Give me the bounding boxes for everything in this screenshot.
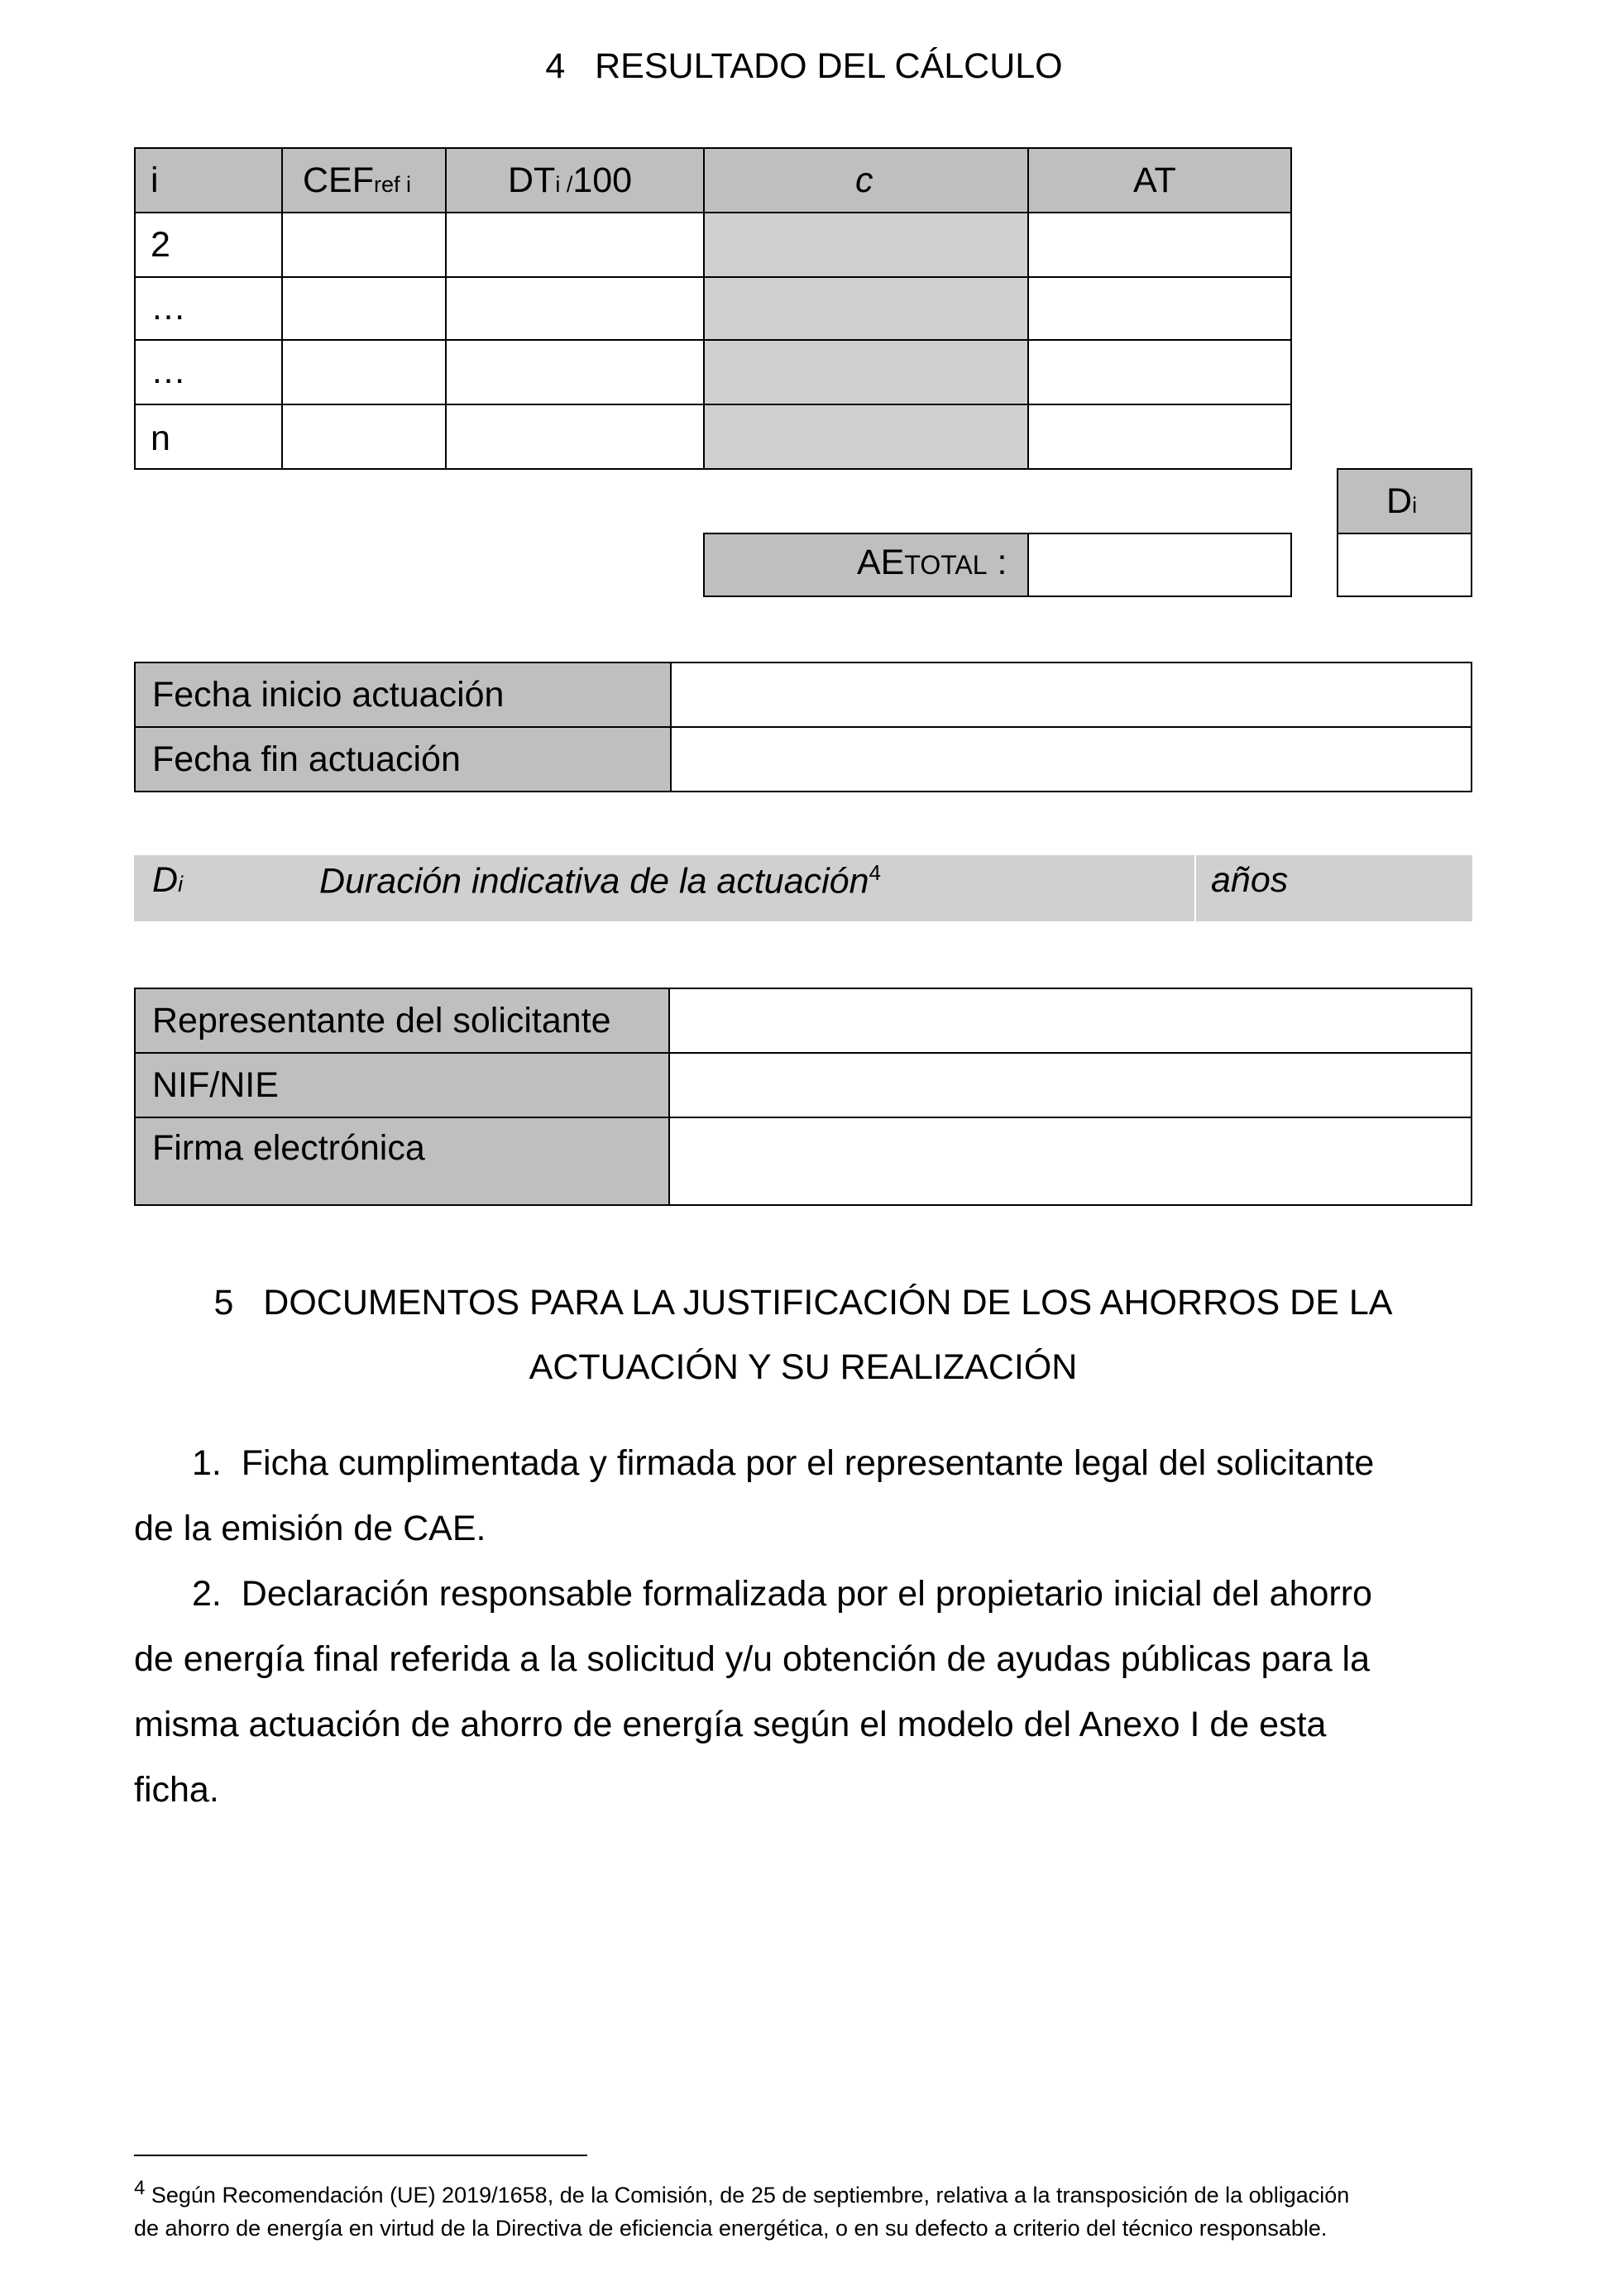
dt-cell[interactable] bbox=[445, 339, 705, 405]
date-end-label: Fecha fin actuación bbox=[152, 739, 461, 779]
footnote-mark: 4 bbox=[134, 2177, 146, 2199]
row-index: n bbox=[151, 419, 170, 458]
list-item bbox=[134, 1431, 1474, 1562]
cef-cell[interactable] bbox=[281, 339, 447, 405]
cef-cell[interactable] bbox=[281, 276, 447, 341]
dt-cell[interactable] bbox=[445, 276, 705, 341]
list-text: Declaración responsable formalizada por el propietario inicial del ahorro bbox=[241, 1574, 1372, 1614]
list-item bbox=[134, 1562, 1474, 1823]
row-index: … bbox=[151, 288, 186, 328]
row-index: … bbox=[151, 352, 186, 391]
at-cell[interactable] bbox=[1027, 212, 1292, 278]
footnote-ref[interactable]: 4 bbox=[869, 860, 881, 885]
section-5-line2: ACTUACIÓN Y SU REALIZACIÓN bbox=[529, 1347, 1078, 1387]
list-text-cont: ficha. bbox=[134, 1770, 219, 1810]
footnote-text-cont: de ahorro de energía en virtud de la Directiva de eficiencia energética, o en su defecto a criterio del técnico responsable. bbox=[134, 2216, 1328, 2241]
dt-cell[interactable] bbox=[445, 404, 705, 470]
list-number: 2. bbox=[192, 1574, 222, 1614]
section-5-heading bbox=[134, 1270, 1472, 1399]
section-5-line1: 5 DOCUMENTOS PARA LA JUSTIFICACIÓN DE LOS AHORROS DE LA bbox=[213, 1283, 1393, 1323]
footnote-text: Según Recomendación (UE) 2019/1658, de la Comisión, de 25 de septiembre, relativa a la transposición de la obligación bbox=[151, 2183, 1350, 2208]
list-text-cont: de energía final referida a la solicitud y/u obtención de ayudas públicas para la bbox=[134, 1639, 1371, 1679]
signature-label: Firma electrónica bbox=[152, 1128, 425, 1168]
c-cell bbox=[703, 212, 1029, 278]
date-start-field[interactable] bbox=[670, 662, 1472, 728]
at-cell[interactable] bbox=[1027, 276, 1292, 341]
at-cell[interactable] bbox=[1027, 404, 1292, 470]
header-dt: DTi /100 bbox=[508, 160, 633, 200]
header-cef: CEFref i bbox=[303, 160, 412, 200]
cef-cell[interactable] bbox=[281, 404, 447, 470]
footnote-separator bbox=[134, 2155, 587, 2156]
header-c: c bbox=[855, 160, 873, 200]
c-cell bbox=[703, 404, 1029, 470]
ae-total-label: AETOTAL : bbox=[857, 543, 1007, 582]
section-title: RESULTADO DEL CÁLCULO bbox=[595, 46, 1063, 86]
at-cell[interactable] bbox=[1027, 339, 1292, 405]
signature-field[interactable] bbox=[668, 1117, 1472, 1206]
section-number: 4 bbox=[545, 46, 566, 86]
date-start-label: Fecha inicio actuación bbox=[152, 675, 505, 715]
row-index: 2 bbox=[151, 225, 170, 265]
representative-field[interactable] bbox=[668, 988, 1472, 1054]
c-cell bbox=[703, 276, 1029, 341]
header-at: AT bbox=[1133, 160, 1176, 200]
nif-field[interactable] bbox=[668, 1052, 1472, 1118]
di-header-label: Di bbox=[1386, 481, 1418, 521]
list-text-cont: misma actuación de ahorro de energía según el modelo del Anexo I de esta bbox=[134, 1705, 1327, 1744]
list-text-cont: de la emisión de CAE. bbox=[134, 1509, 486, 1548]
dt-cell[interactable] bbox=[445, 212, 705, 278]
duration-unit: años bbox=[1211, 860, 1289, 900]
nif-label: NIF/NIE bbox=[152, 1065, 279, 1105]
cef-cell[interactable] bbox=[281, 212, 447, 278]
footnote bbox=[134, 2172, 1491, 2245]
duration-description: Duración indicativa de la actuación$^4$ bbox=[319, 860, 881, 902]
document-list bbox=[134, 1431, 1474, 1823]
c-cell bbox=[703, 339, 1029, 405]
ae-total-field[interactable] bbox=[1027, 533, 1292, 597]
header-i: i bbox=[151, 160, 159, 200]
di-value-field[interactable] bbox=[1337, 533, 1472, 597]
section-4-heading bbox=[0, 46, 1608, 87]
duration-divider bbox=[1194, 855, 1196, 921]
list-number: 1. bbox=[192, 1443, 222, 1483]
representative-label: Representante del solicitante bbox=[152, 1001, 611, 1040]
duration-symbol: Di bbox=[152, 860, 184, 900]
list-text: Ficha cumplimentada y firmada por el representante legal del solicitante bbox=[241, 1443, 1375, 1483]
date-end-field[interactable] bbox=[670, 726, 1472, 792]
